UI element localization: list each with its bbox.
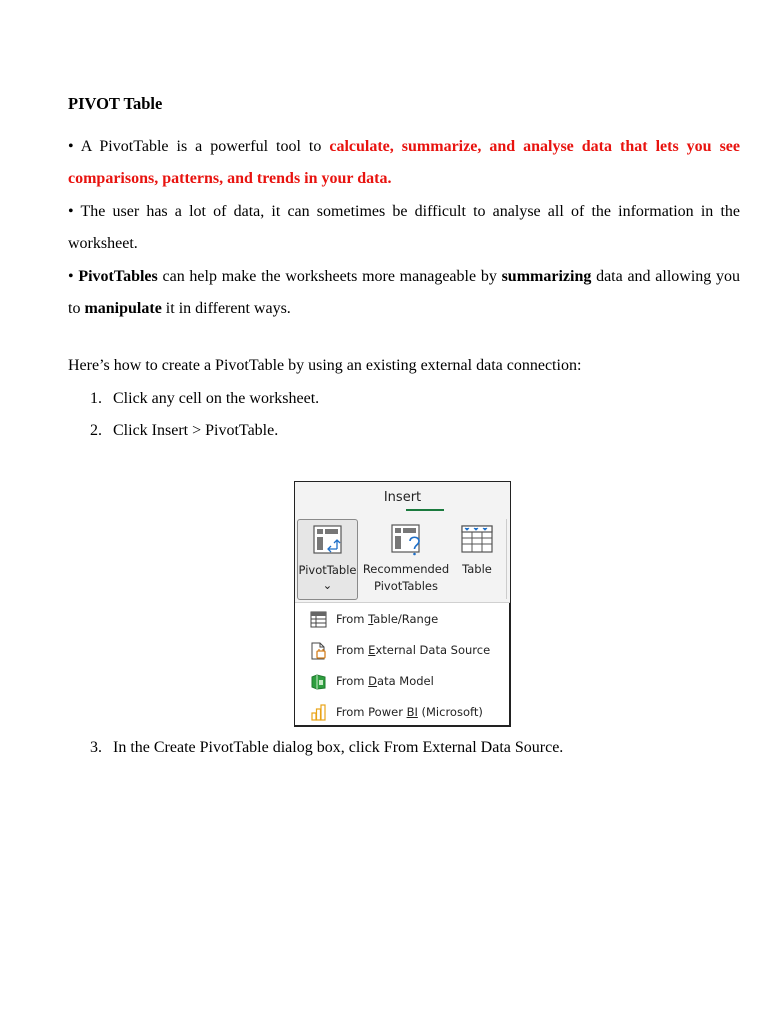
table-label: Table — [462, 562, 492, 576]
step-text: Click any cell on the worksheet. — [113, 390, 320, 407]
step-2 — [90, 415, 319, 447]
bullet-3 — [68, 261, 740, 324]
bullet-text: it in different ways. — [161, 299, 291, 317]
step-number: 1. — [90, 390, 102, 407]
bullet-text: data and allowing you to — [68, 268, 741, 317]
menu-item-accelerator: BI — [406, 705, 418, 719]
bullet-text: can help make the worksheets more manageable by — [157, 268, 502, 285]
bullet-mark: • — [68, 138, 74, 155]
table-range-icon — [310, 611, 327, 628]
step-number: 2. — [90, 421, 102, 439]
data-model-icon — [310, 673, 327, 690]
menu-item-text: From — [336, 674, 369, 688]
highlighted-text: calculate, summarize, and analyse data that lets you see comparisons, patterns, and trends in your data. — [68, 138, 740, 187]
menu-item-accelerator: D — [368, 674, 378, 688]
step-1 — [90, 383, 319, 415]
recommended-pivottables-icon — [391, 524, 425, 558]
menu-item-from-data-model[interactable] — [295, 670, 510, 694]
bullet-text: The user has a lot of data, it can sometimes be difficult to analyse all of the information in the worksheet. — [68, 203, 740, 252]
table-icon — [461, 524, 493, 554]
menu-item-text: (Microsoft) — [417, 705, 483, 719]
steps-list — [90, 383, 319, 446]
menu-item-accelerator: T — [368, 612, 374, 626]
divider — [295, 602, 510, 603]
bullet-mark: • — [68, 268, 74, 285]
bullet-2 — [68, 196, 740, 259]
menu-item-text: From Power — [336, 705, 407, 719]
pivottable-button[interactable] — [297, 519, 358, 600]
pivottable-label: PivotTable — [298, 563, 357, 577]
bold-text: summarizing — [501, 268, 592, 285]
bullet-mark: • — [68, 203, 74, 220]
menu-item-text: From — [336, 643, 369, 657]
menu-item-from-external-data-source[interactable] — [295, 639, 510, 663]
menu-item-text: From — [336, 612, 369, 626]
menu-item-from-table-range[interactable] — [295, 608, 510, 632]
bold-text: manipulate — [84, 299, 162, 317]
page-title: PIVOT Table — [68, 94, 163, 113]
menu-item-text: xternal Data Source — [375, 643, 491, 657]
power-bi-icon — [310, 704, 327, 721]
tab-active-indicator — [406, 509, 444, 511]
menu-item-text: ata Model — [377, 674, 434, 688]
step-3 — [90, 734, 563, 762]
group-divider — [506, 519, 507, 599]
tab-insert[interactable]: Insert — [383, 490, 422, 505]
recommended-pivottables-button[interactable] — [360, 519, 452, 600]
step-number: 3. — [90, 739, 102, 756]
step-text: In the Create PivotTable dialog box, click From External Data Source. — [113, 739, 564, 756]
recommended-label-line1: Recommended — [362, 562, 450, 576]
intro-paragraph: Here’s how to create a PivotTable by using an existing external data connection: — [68, 357, 582, 374]
pivottable-icon — [313, 525, 343, 555]
menu-item-text: able/Range — [373, 612, 439, 626]
bold-text: PivotTables — [73, 268, 158, 285]
bullet-list — [68, 131, 740, 326]
menu-item-from-power-bi[interactable] — [295, 701, 510, 725]
chevron-down-icon: ⌄ — [322, 578, 333, 592]
recommended-label-line2: PivotTables — [374, 579, 438, 593]
menu-item-accelerator: E — [368, 643, 376, 657]
excel-ribbon-screenshot — [294, 481, 511, 727]
external-data-source-icon — [310, 642, 327, 660]
step-text: Click Insert > PivotTable. — [113, 421, 279, 439]
bullet-1 — [68, 131, 740, 194]
ribbon-group — [295, 482, 510, 602]
bullet-text: A PivotTable is a powerful tool to — [73, 138, 330, 155]
table-button[interactable] — [455, 519, 499, 600]
